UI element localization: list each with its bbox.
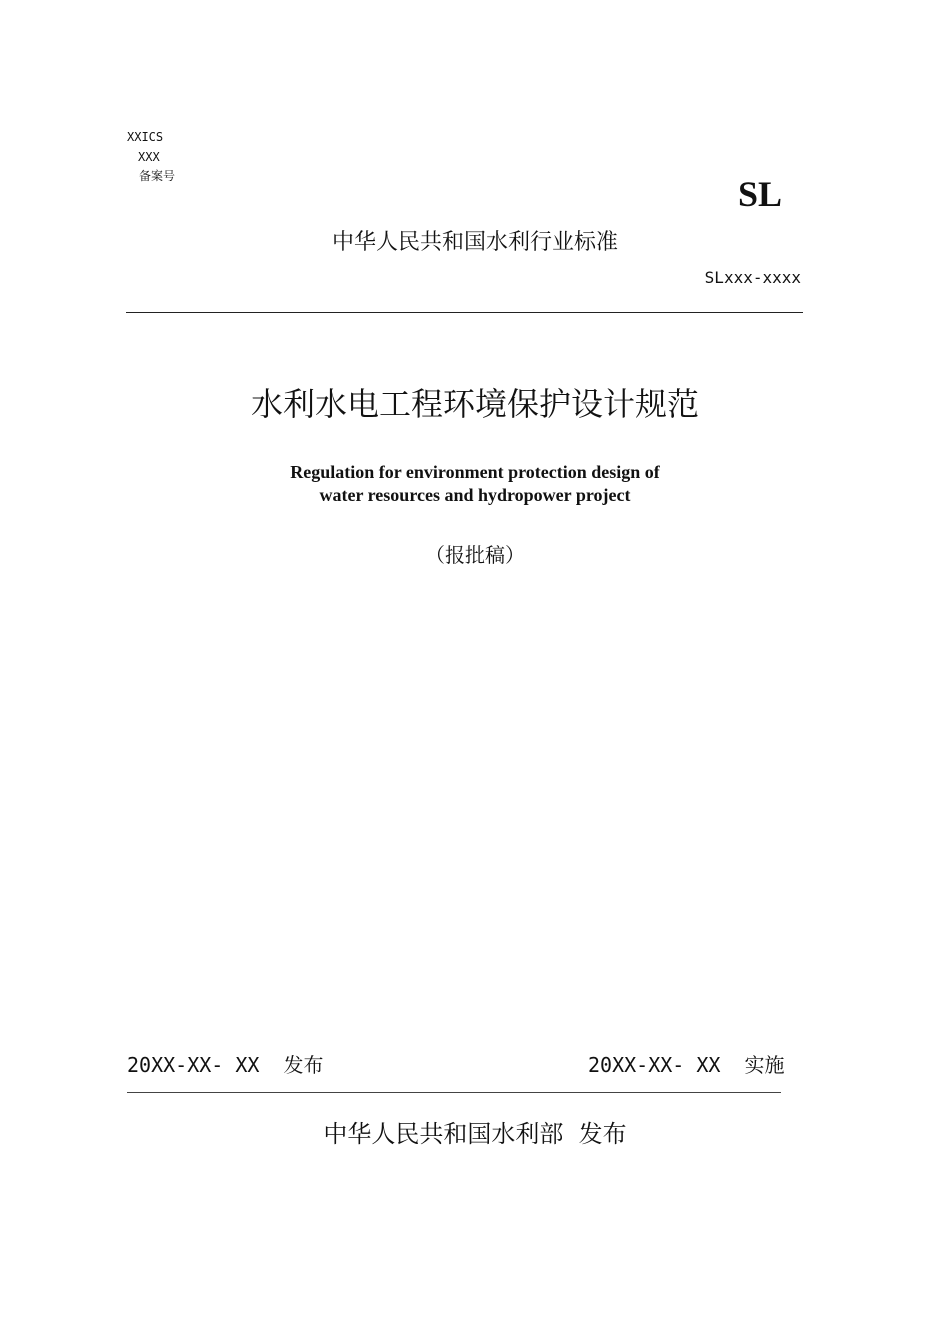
top-divider: [126, 312, 803, 313]
ics-code: XXICS: [127, 130, 164, 144]
standard-number: SLxxx-xxxx: [704, 268, 801, 287]
sl-standard-mark: SL: [738, 174, 783, 214]
document-title-english-line-1: Regulation for environment protection design of: [290, 462, 660, 482]
document-title-chinese: 水利水电工程环境保护设计规范: [250, 385, 699, 423]
industry-standard-heading: 中华人民共和国水利行业标准: [331, 230, 618, 255]
issue-date: 20XX-XX- XX 发布: [127, 1053, 324, 1077]
implementation-date: 20XX-XX- XX 实施: [588, 1053, 785, 1077]
document-title-english-line-2: water resources and hydropower project: [319, 485, 631, 505]
classification-code: XXX: [138, 150, 160, 164]
bottom-divider: [127, 1092, 781, 1093]
publisher: 中华人民共和国水利部 发布: [323, 1120, 627, 1148]
record-number-label: 备案号: [139, 169, 176, 183]
draft-status: （报批稿）: [425, 543, 525, 567]
